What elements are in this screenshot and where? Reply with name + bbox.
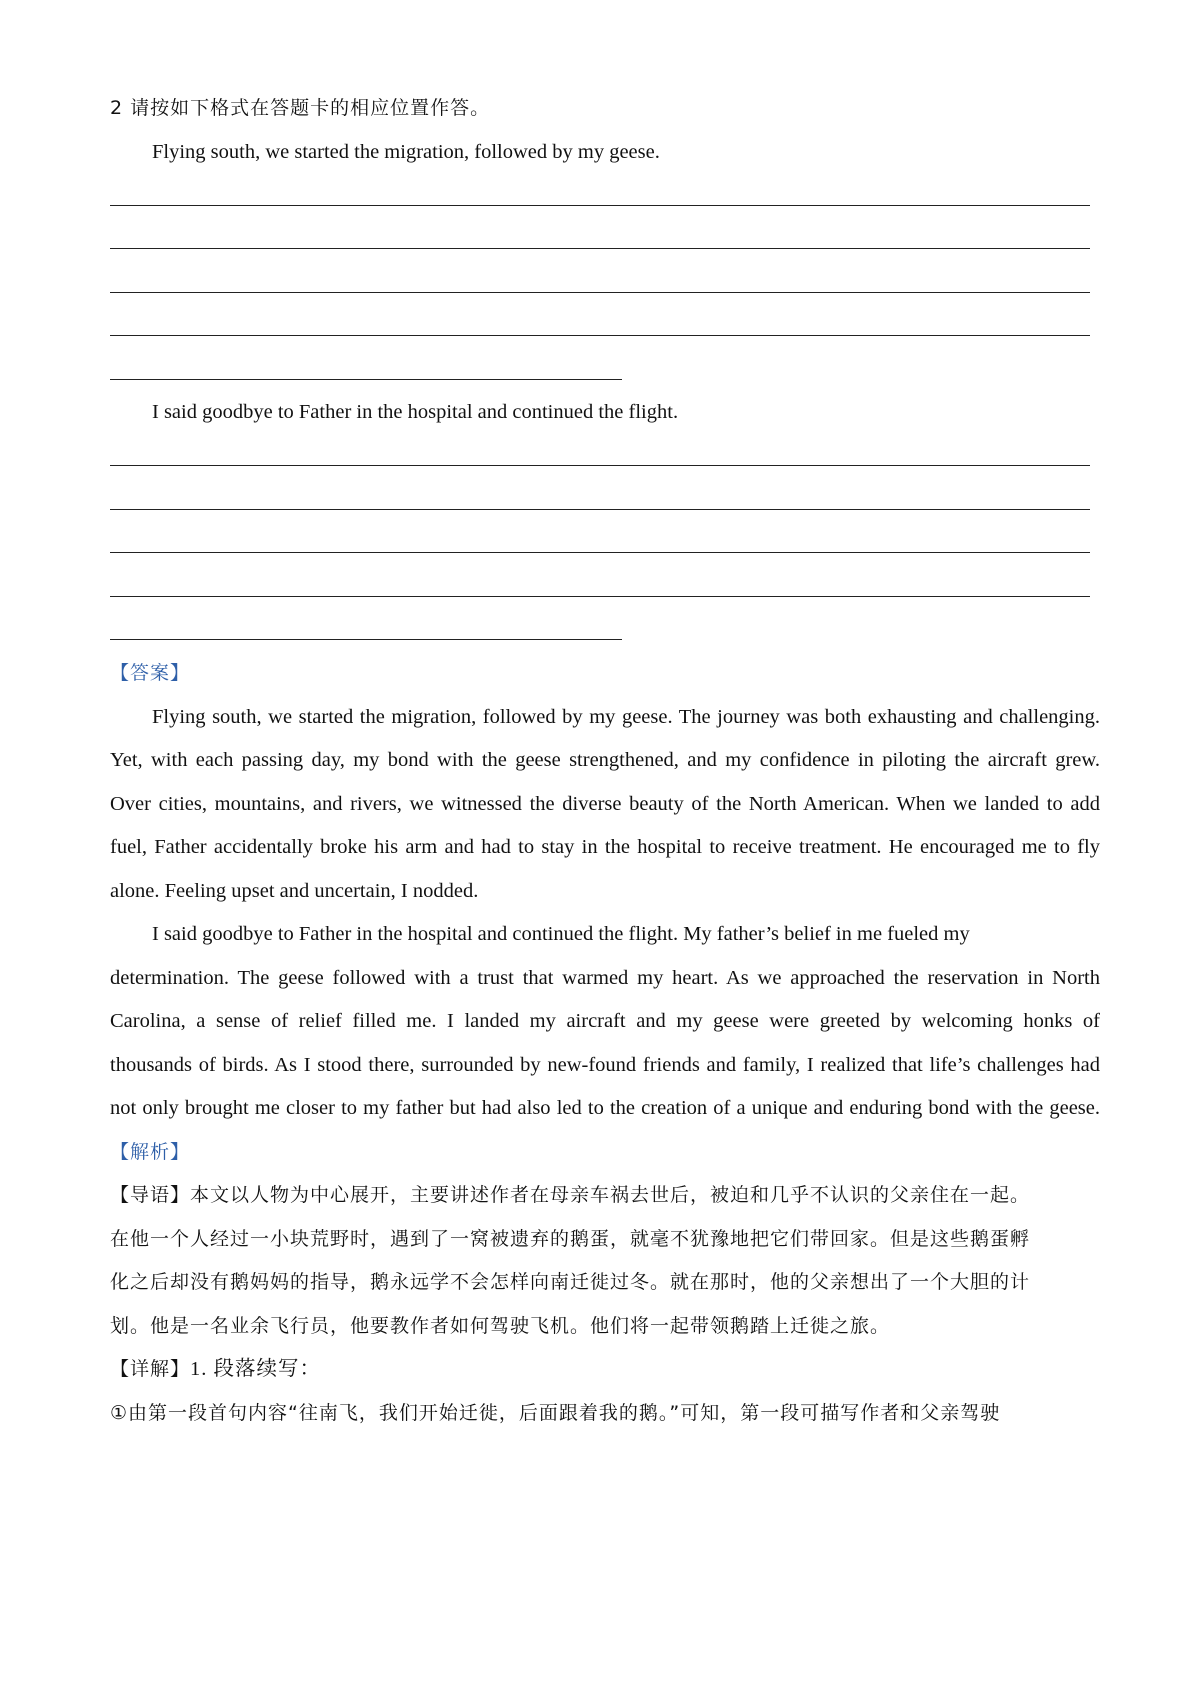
- guide-line: [110, 1181, 1030, 1209]
- prompt-sentence-2: I said goodbye to Father in the hospital and continued the flight.: [152, 401, 679, 423]
- instruction-text: 2 请按如下格式在答题卡的相应位置作答。: [110, 97, 491, 119]
- guide-line: 化之后却没有鹅妈妈的指导，鹅永远学不会怎样向南迁徙过冬。就在那时，他的父亲想出了一个大胆的计: [110, 1271, 1031, 1293]
- answer-line: [110, 465, 1090, 466]
- detail-line: ①由第一段首句内容“往南飞，我们开始迁徙，后面跟着我的鹅。”可知，第一段可描写作者和父亲驾驶: [110, 1402, 1001, 1424]
- detail-heading-line: [110, 1355, 321, 1383]
- answer-line: [110, 205, 1090, 206]
- detail-heading: 1. 段落续写：: [190, 1358, 322, 1380]
- answer-line: [110, 552, 1090, 553]
- guide-line: 在他一个人经过一小块荒野时，遇到了一窝被遗弃的鹅蛋，就毫不犹豫地把它们带回家。但是这些鹅蛋孵: [110, 1228, 1031, 1250]
- answer-line: [110, 292, 1090, 293]
- guide-line: 划。他是一名业余飞行员，他要教作者如何驾驶飞机。他们将一起带领鹅踏上迁徙之旅。: [110, 1315, 891, 1337]
- answer-p1-line: Flying south, we started the migration, followed by my geese. The journey was both exhausting and challenging.: [152, 706, 1100, 728]
- answer-line-short: [110, 639, 622, 640]
- analysis-heading: 【解析】: [110, 1141, 191, 1163]
- answer-line-short: [110, 379, 622, 380]
- answer-p1-line: Yet, with each passing day, my bond with the geese strengthened, and my confidence in piloting the aircraft grew.: [110, 749, 1100, 771]
- answer-line: [110, 596, 1090, 597]
- answer-line: [110, 248, 1090, 249]
- guide-text: 本文以人物为中心展开，主要讲述作者在母亲车祸去世后，被迫和几乎不认识的父亲住在一起。: [190, 1184, 1031, 1206]
- guide-tag: 【导语】: [110, 1184, 191, 1206]
- detail-tag: 【详解】: [110, 1358, 191, 1380]
- answer-p2-line: I said goodbye to Father in the hospital and continued the flight. My father’s belief in me fueled my: [152, 923, 970, 945]
- answer-p2-line: not only brought me closer to my father but had also led to the creation of a unique and enduring bond with the geese.: [110, 1097, 1100, 1119]
- answer-p2-line: Carolina, a sense of relief filled me. I landed my aircraft and my geese were greeted by welcoming honks of: [110, 1010, 1100, 1032]
- answer-p2-line: thousands of birds. As I stood there, surrounded by new-found friends and family, I realized that life’s challenges had: [110, 1054, 1100, 1076]
- answer-heading: 【答案】: [110, 662, 191, 684]
- answer-p1-line: fuel, Father accidentally broke his arm and had to stay in the hospital to receive treatment. He encouraged me to fly: [110, 836, 1100, 858]
- answer-line: [110, 509, 1090, 510]
- prompt-sentence-1: Flying south, we started the migration, followed by my geese.: [152, 141, 660, 163]
- answer-p1-line: Over cities, mountains, and rivers, we witnessed the diverse beauty of the North American. When we landed to add: [110, 793, 1100, 815]
- answer-p2-line: determination. The geese followed with a trust that warmed my heart. As we approached the reservation in North: [110, 967, 1100, 989]
- answer-line: [110, 335, 1090, 336]
- answer-p1-line: alone. Feeling upset and uncertain, I nodded.: [110, 880, 479, 902]
